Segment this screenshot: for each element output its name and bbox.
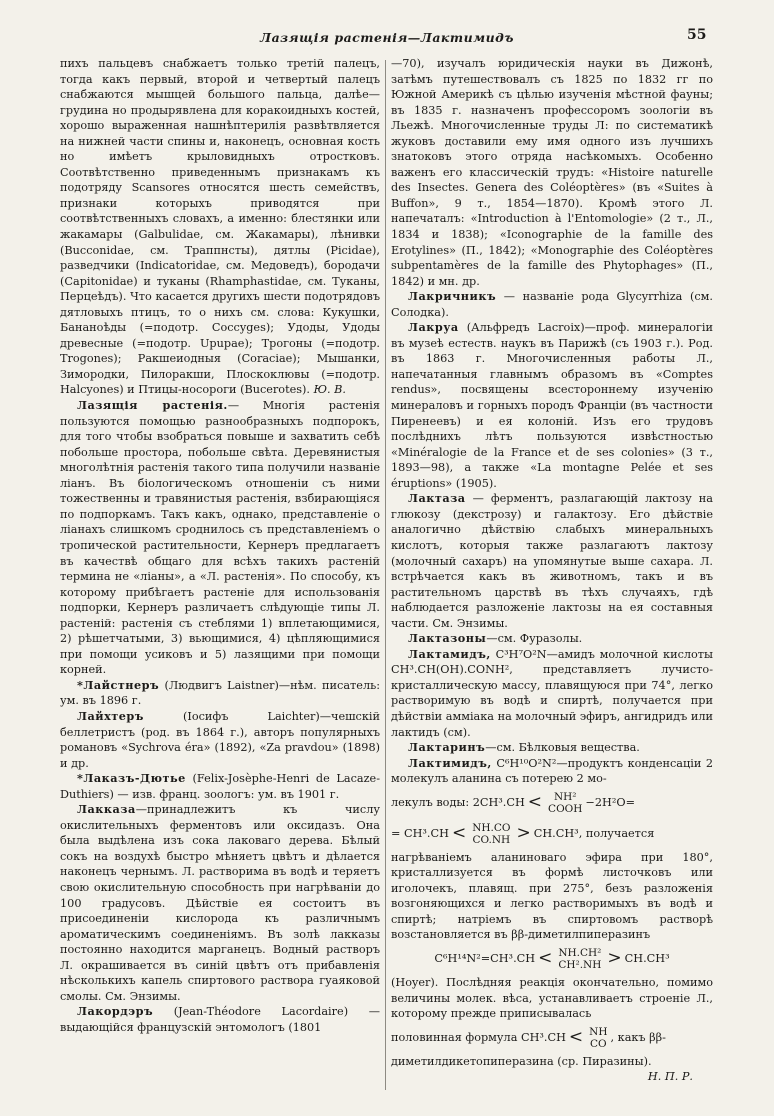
author-signature: Ю. В. — [313, 383, 346, 397]
formula-3: C⁶H¹⁴N²=CH³.CH < NH.CH² CH².NH > CH.CH³ — [434, 946, 670, 971]
headword: Лакруа — [408, 320, 459, 335]
headword: *Лайстнеръ — [77, 677, 160, 692]
entry-laistner: *Лайстнеръ (Людвигъ Laistner)—нѣм. писатель: ум. въ 1896 г. — [60, 677, 380, 708]
headword: Лактаринъ — [408, 740, 486, 755]
formula-1: лекулъ воды: 2CH³.CH < NH² COOH −2H²O= — [391, 790, 636, 815]
entry-lakrichnik: Лакричникъ — названіе рода Glycyrrhiza (см. Солодка). — [391, 289, 713, 319]
paragraph-lactimide-props: нагрѣваніемъ аланиноваго эфира при 180°, кристаллизуется въ формѣ листочковъ или иголочекъ, плавящ. при 275°, безъ разложенія возгоняющихся и легко растворимыхъ въ водѣ и спиртѣ; натріемъ въ спиртовомъ растворѣ возстановляется въ ββ-диметилпиперазинъ — [391, 850, 713, 942]
paragraph-scansores: пихъ пальцевъ снабжаетъ только третій палецъ, тогда какъ первый, второй и четвертый палецъ снабжаются мышцей большого пальца, далѣе—грудина но продырявлена для коракоидныхъ костей, хорошо выраженная нашнѣптерилія развѣтвляется на нижней части спины и, наконецъ, основная кость но имѣетъ крыловидныхъ отростковъ. Соотвѣтственно приведеннымъ признакамъ къ подотряду Scansores относятся шесть семействъ, признаки которыхъ приводятся при соотвѣтственныхъ словахъ, а именно: блестянки или жакамары (Galbulidae, см. Жакамары), лѣнивки (Bucconidae, см. Траппнсты), дятлы (Picidae), разведчики (Indicatoridae, см. Медоведъ), бородачи (Capitonidae) и туканы (Rhamphastidae, см. Туканы, Перцеѣдъ). Что касается другихъ шести подотрядовъ дятловыхъ птицъ, то о нихъ см. слова: Кукушки, Бананоѣды (=подотр. Coccyges); Удоды, Удоды древесные (=подотр. Upupae); Трогоны (=подотр. Trogones); Ракшеиодныя (Coraciae); Мышанки, Зимородки, Пилоракши, Плоскоклювы (=подотр. Halcyones) и Птицы-носороги (Bucerotes). Ю. В. — [60, 57, 380, 397]
entry-lacordaire: Лакордэръ (Jean-Théodore Lacordaire) —выдающійся французскій энтомологъ (1801 — [60, 1004, 380, 1034]
paragraph-lacordaire-cont: —70), изучалъ юридическія науки въ Дижонѣ, затѣмъ путешествовалъ съ 1825 по 1832 гг по Южной Америкѣ съ цѣлью изученія мѣстной фауны; въ 1835 г. назначенъ профессоромъ зоологіи въ Льежѣ. Многочисленные труды Л: по систематикѣ жуковъ доставили ему имя одного изъ лучшихъ знатоковъ этого отряда насѣкомыхъ. Особенно важенъ его классическій трудъ: «Histoire naturelle des Insectes. Genera des Coléoptères» (въ «Suites à Buffon», 9 т., 1854—1870). Кромѣ этого Л. напечаталъ: «Introduction à l'Entomologie» (2 т., Л., 1834 и 1838); «Iconographie de la famille des Erotylines» (П., 1842); «Monographie des Coléoptères subpentamères de la famille des Phytophages» (П., 1842) и мн. др. — [391, 57, 713, 288]
column-divider — [385, 60, 386, 1090]
entry-laccase: Лакказа—принадлежитъ къ числу окислительныхъ ферментовъ или оксидазъ. Она была выдѣлена изъ сока лаковаго дерева. Бѣлый сокъ на воздухѣ быстро мѣняетъ цвѣтъ и дѣлается наконецъ чернымъ. Л. растворима въ водѣ и теряетъ свою окислительную способность при нагрѣваніи до 100 градусовъ. Дѣйствіе ея состоитъ въ присоединеніи кислорода къ различнымъ ароматическимъ соединеніямъ. Въ золѣ лакказы постоянно находится марганецъ. Водный растворъ Л. окрашивается въ синій цвѣтъ отъ прибавленія нѣсколькихъ капель спиртового раствора гуаяковой смолы. См. Энзимы. — [60, 802, 380, 1003]
headword: *Лаказъ-Дютье — [77, 771, 186, 786]
formula-2: = CH³.CH < NH.CO CO.NH > CH.CH³, получается — [391, 821, 655, 846]
headword: Лазящія растенія. — [77, 398, 228, 413]
left-column — [60, 56, 380, 1106]
headword: Лакказа — [77, 802, 136, 817]
headword: Лактазоны — [408, 631, 487, 646]
entry-laichter: Лайхтеръ (Іосифъ Laichter)—чешскій беллетристъ (род. въ 1864 г.), авторъ популярныхъ романовъ «Sychrova éra» (1892), «Za pravdou» (1898) и др. — [60, 708, 380, 770]
page-number: 55 — [687, 27, 707, 43]
entry-lactazones: Лактазоны—см. Фуразолы. — [408, 631, 583, 646]
running-header: Лазящія растенія—Лактимидъ — [260, 30, 514, 45]
right-column — [391, 56, 713, 1106]
entry-lactamide: Лактамидъ, C³H⁷O²N—амидъ молочной кислоты CH³.CH(OH).CONH², представляетъ лучисто-кристаллическую массу, плавящуюся при 74°, легко растворимую въ водѣ и спиртѣ, получается при дѣйствіи аммiака на молочный эфиръ, ангидридъ или лактидъ (см). — [391, 646, 713, 739]
paragraph-pyrazines: диметилдикетопиперазина (ср. Пиразины). — [391, 1054, 652, 1068]
author-signature: Н. П. Р. — [647, 1070, 693, 1084]
entry-lactimide: Лактимидъ, C⁶H¹⁰O²N²—продуктъ конденсаціи 2 молекулъ аланина съ потерею 2 мо- — [391, 755, 713, 786]
headword: Лайхтеръ — [77, 708, 144, 723]
headword: Лакричникъ — [408, 289, 497, 304]
entry-lazyashchiya-rasteniya: Лазящія растенія.— Многія растенія пользуются помощью разнообразныхъ подпорокъ, для того чтобы взобраться повыше и захватить себѣ побольше простора, побольше свѣта. Деревянистыя многолѣтнія растенія такого типа получили названіе ліанъ. Въ біологическомъ отношеніи съ ними тожественны и травянистыя растенія, взбирающіяся по подпоркамъ. Такъ какъ, однако, представленіе о ліанахъ слишкомъ сроднилось съ представленіемъ о тропической растительности, Кернеръ предлагаетъ въ качествѣ общаго для всѣхъ такихъ растеній термина не «ліаны», а «Л. растенія». По способу, къ которому прибѣгаетъ растеніе для использованія подпорки, Кернеръ различаетъ слѣдующіе типы Л. растеній: растенія съ стеблями 1) вплетающимися, 2) рѣшетчатыми, 3) вьющимися, 4) цѣпляющимися при помощи усиковъ и 5) лазящими при помощи корней. — [60, 398, 380, 677]
headword: Лактамидъ, — [408, 646, 491, 661]
paragraph-hoyer: (Hoyer). Послѣдняя реакція окончательно, помимо величины молек. вѣса, устанавливаетъ строеніе Л., которому прежде приписывалась — [391, 975, 713, 1021]
headword: Лактаза — [408, 491, 466, 506]
entry-lacroix: Лакруа (Альфредъ Lacroix)—проф. минералогіи въ музеѣ естеств. наукъ въ Парижѣ (съ 1903 г.). Род. въ 1863 г. Многочисленныя работы Л., напечатанныя главнымъ образомъ въ «Comptes rendus», посвящены всестороннему изученію минераловъ и горныхъ породъ Франціи (въ частности Пиренеевъ) и ея колоній. Изъ его трудовъ послѣднихъ лѣтъ пользуются извѣстностью «Minéralogie de la France et de ses colonies» (3 т., 1893—98), а также «La montagne Pelée et ses éruptions» (1905). — [391, 320, 713, 490]
formula-4: половинная формула CH³.CH < NH CO , какъ ββ- — [391, 1025, 666, 1050]
entry-lactase: Лактаза — ферментъ, разлагающій лактозу на глюкозу (декстрозу) и галактозу. Его дѣйствіе аналогично дѣйствію слабыхъ минеральныхъ кислотъ, которыя также разлагаютъ лактозу (молочный сахаръ) на упомянутые выше сахара. Л. встрѣчается какъ въ животномъ, такъ и въ растительномъ царствѣ въ тѣхъ случаяхъ, гдѣ наблюдается разложеніе лактозы на ея составныя части. См. Энзимы. — [391, 491, 713, 630]
headword: Лакордэръ — [77, 1004, 154, 1019]
entry-lactarin: Лактаринъ—см. Бѣлковыя вещества. — [408, 740, 640, 755]
headword: Лактимидъ, — [408, 755, 492, 770]
entry-lacaze-duthiers: *Лаказъ-Дютье (Felix-Josèphe-Henri de Lacaze-Duthiers) — изв. франц. зоологъ: ум. въ 1901 г. — [60, 771, 380, 801]
